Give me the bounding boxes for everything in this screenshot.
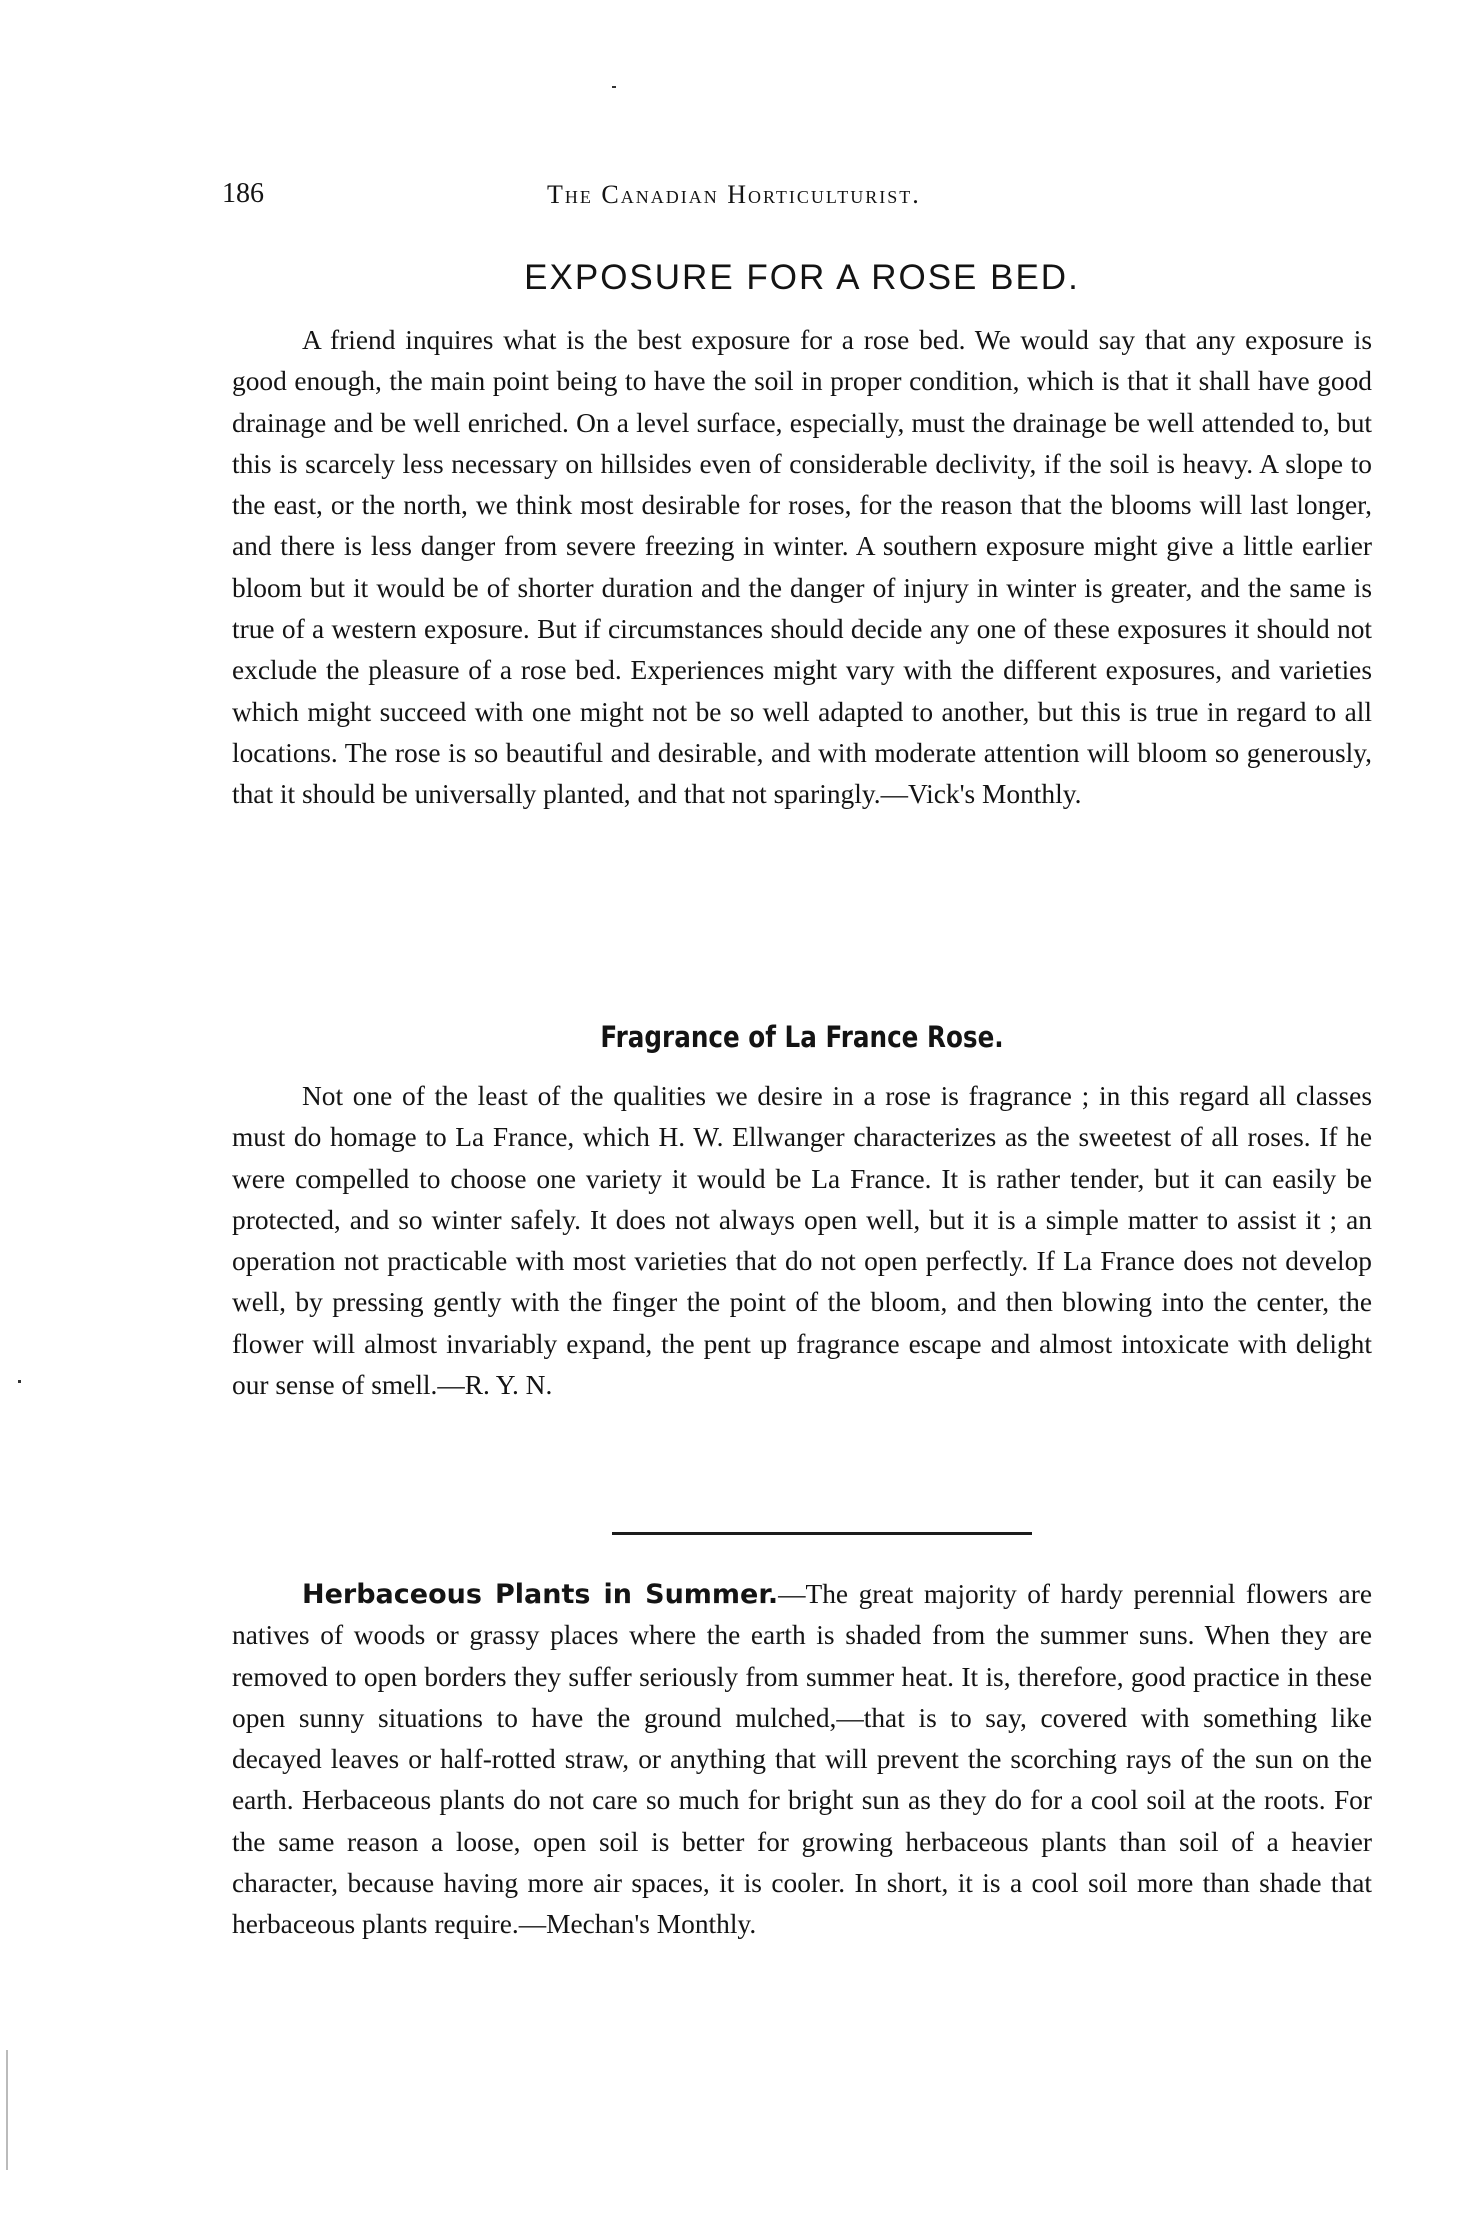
article-title: EXPOSURE FOR A ROSE BED. [524, 258, 1080, 297]
article-la-france-fragrance [232, 1020, 1372, 1406]
running-head [222, 178, 1372, 218]
scan-edge-mark [6, 2050, 8, 2170]
article-body [232, 1574, 1372, 1946]
section-divider [612, 1532, 1032, 1535]
article-exposure-rose-bed [232, 258, 1372, 816]
scan-speck [18, 1380, 21, 1383]
article-body: Not one of the least of the qualities we desire in a rose is fragrance ; in this regard all classes must do homage to La France, which H. W. Ellwanger characterizes as the sweetest of all roses. If he were compelled to choose one variety it would be La France. It is rather tender, but it can easily be protected, and so winter safely. It does not always open well, but it is a simple matter to assist it ; an operation not practicable with most varieties that do not open perfectly. If La France does not develop well, by pressing gently with the finger the point of the bloom, and then blowing into the center, the flower will almost invariably expand, the pent up fragrance escape and almost intoxicate with delight our sense of smell.—R. Y. N. [232, 1081, 1372, 1401]
page-number: 186 [222, 178, 264, 209]
article-title: Fragrance of La France Rose. [600, 1020, 1004, 1054]
article-body: A friend inquires what is the best exposure for a rose bed. We would say that any exposure is good enough, the main point being to have the soil in proper condition, which is that it shall have good drainage and be well enriched. On a level surface, especially, must the drainage be well attended to, but this is scarcely less necessary on hillsides even of considerable declivity, if the soil is heavy. A slope to the east, or the north, we think most desirable for roses, for the reason that the blooms will last longer, and there is less danger from severe freezing in winter. A southern exposure might give a little earlier bloom but it would be of shorter duration and the danger of injury in winter is greater, and the same is true of a western exposure. But if circumstances should decide any one of these exposures it should not exclude the pleasure of a rose bed. Experiences might vary with the different exposures, and varieties which might succeed with one might not be so well adapted to another, but this is true in regard to all locations. The rose is so beautiful and desirable, and with moderate attention will bloom so generously, that it should be universally planted, and that not sparingly.—Vick's Monthly. [232, 325, 1372, 810]
journal-title: The Canadian Horticulturist. [547, 180, 921, 209]
article-herbaceous-plants [232, 1574, 1372, 1946]
article-title: Herbaceous Plants in Summer. [302, 1579, 779, 1610]
scan-speck [612, 86, 616, 88]
article-body-text: —The great majority of hardy perennial flowers are natives of woods or grassy places where the earth is shaded from the summer suns. When they are removed to open borders they suffer seriously from summer heat. It is, therefore, good practice in these open sunny situations to have the ground mulched,—that is to say, covered with something like decayed leaves or half-rotted straw, or anything that will prevent the scorching rays of the sun on the earth. Herbaceous plants do not care so much for bright sun as they do for a cool soil at the roots. For the same reason a loose, open soil is better for growing herbaceous plants than soil of a heavier character, because having more air spaces, it is cooler. In short, it is a cool soil more than shade that herbaceous plants require.—Mechan's Monthly. [232, 1579, 1372, 1940]
